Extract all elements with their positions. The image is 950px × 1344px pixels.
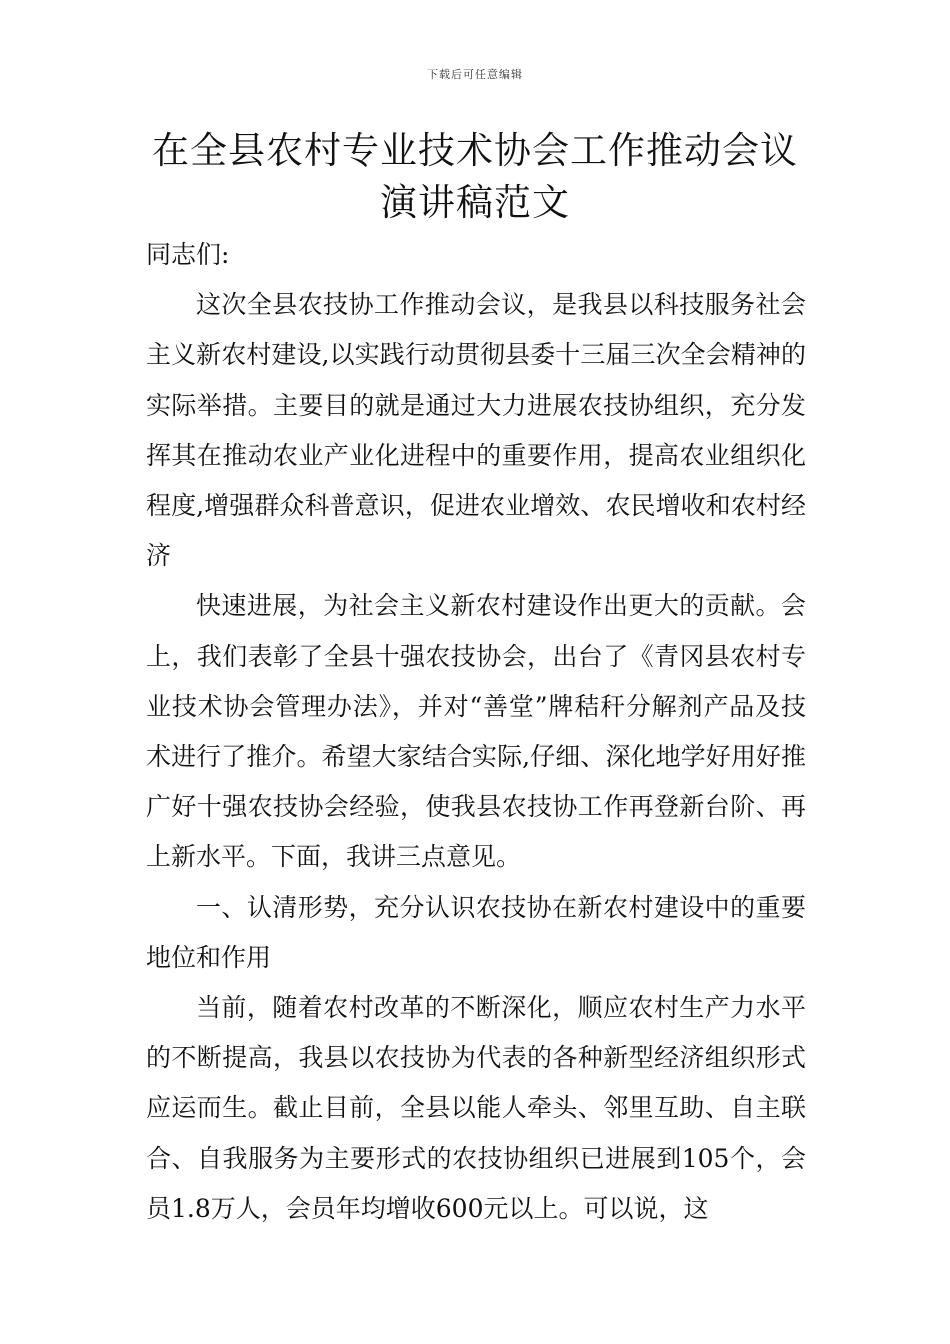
header-note: 下载后可任意编辑 [427, 68, 523, 81]
section-heading-1: 一、认清形势，充分认识农技协在新农村建设中的重要地位和作用 [146, 892, 806, 972]
paragraph-1: 这次全县农技协工作推动会议，是我县以科技服务社会主义新农村建设,以实践行动贯彻县委十三届三次全会精神的实际举措。主要目的就是通过大力进展农技协组织，充分发挥其在推动农业产业化进程中的重要作用，提高农业组织化程度,增强群众科普意识，促进农业增效、农民增收和农村经济 [146, 290, 806, 571]
paragraph-3: 当前，随着农村改革的不断深化，顺应农村生产力水平的不断提高，我县以农技协为代表的各种新型经济组织形式应运而生。截止目前，全县以能人牵头、邻里互助、自主联合、自我服务为主要形式的农技协组织已进展到105个，会员1.8万人，会员年均增收600元以上。可以说，这 [146, 993, 806, 1223]
document-body [146, 230, 806, 1234]
document-title: 在全县农村专业技术协会工作推动会议演讲稿范文 [152, 129, 798, 224]
salutation: 同志们: [146, 240, 230, 269]
paragraph-2: 快速进展，为社会主义新农村建设作出更大的贡献。会上，我们表彰了全县十强农技协会，出台了《青冈县农村专业技术协会管理办法》，并对“善堂”牌秸秆分解剂产品及技术进行了推介。希望大家结合实际,仔细、深化地学好用好推广好十强农技协会经验，使我县农技协工作再登新台阶、再上新水平。下面，我讲三点意见。 [146, 591, 806, 872]
